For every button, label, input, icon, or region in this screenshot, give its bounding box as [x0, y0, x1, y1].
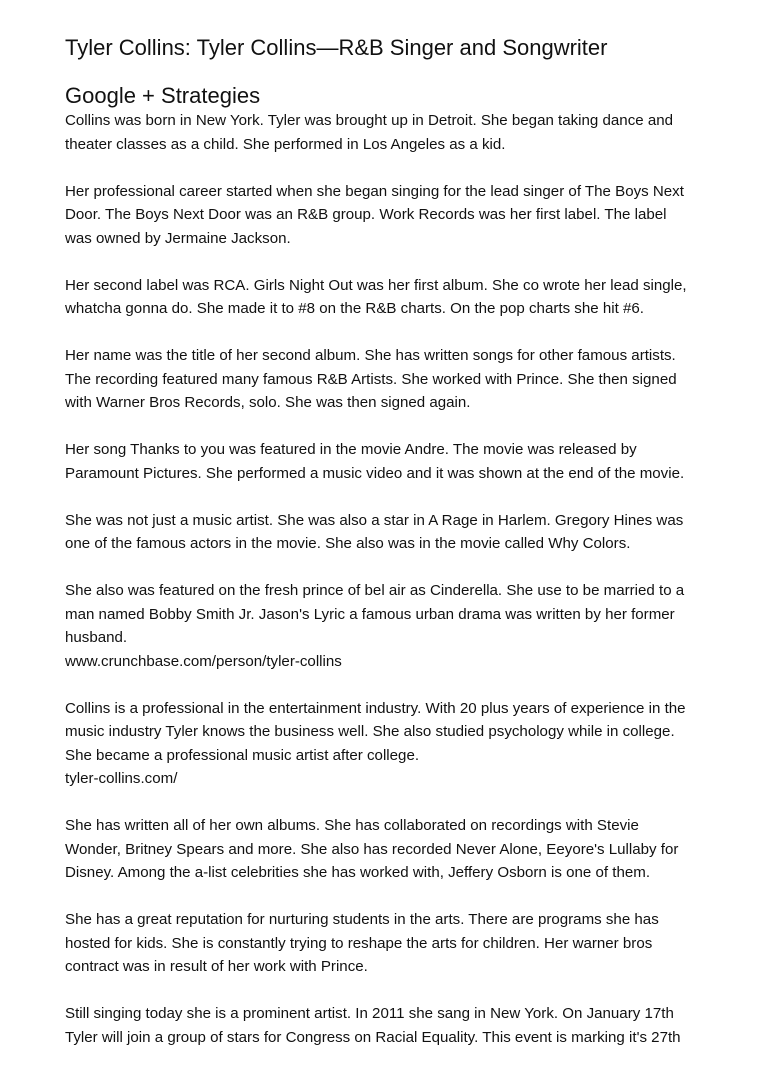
paragraph-link-text: www.crunchbase.com/person/tyler-collins [65, 652, 342, 670]
paragraph-line: Wonder, Britney Spears and more. She also has recorded Never Alone, Eeyore's Lullaby for [65, 840, 679, 858]
paragraph [65, 908, 715, 979]
paragraph-line: The recording featured many famous R&B Artists. She worked with Prince. She then signed [65, 370, 677, 388]
paragraph-line: husband. [65, 629, 128, 646]
paragraph-line: Her song Thanks to you was featured in the movie Andre. The movie was released by [65, 441, 637, 458]
paragraph [65, 438, 715, 485]
paragraph-line: one of the famous actors in the movie. She also was in the movie called Why Colors. [65, 535, 631, 552]
paragraph-line: hosted for kids. She is constantly trying to reshape the arts for children. Her warner bros [65, 934, 653, 952]
paragraph-line: She became a professional music artist after college. [65, 746, 420, 764]
paragraph-line: Collins is a professional in the entertainment industry. With 20 plus years of experience in the [65, 699, 686, 717]
paragraph-line: She also was featured on the fresh prince of bel air as Cinderella. She use to be married to a [65, 582, 685, 599]
paragraph-line: whatcha gonna do. She made it to #8 on the R&B charts. On the pop charts she hit #6. [65, 300, 644, 317]
paragraph-line: theater classes as a child. She performed in Los Angeles as a kid. [65, 135, 506, 153]
document-body [65, 109, 715, 1073]
paragraph [65, 509, 715, 556]
paragraph-line: Paramount Pictures. She performed a music video and it was shown at the end of the movie. [65, 464, 685, 482]
paragraph-line: with Warner Bros Records, solo. She was then signed again. [65, 394, 471, 411]
paragraph-line: Still singing today she is a prominent artist. In 2011 she sang in New York. On January 17th [65, 1005, 674, 1022]
paragraph-link-text: tyler-collins.com/ [65, 770, 178, 787]
paragraph-line: Door. The Boys Next Door was an R&B group. Work Records was her first label. The label [65, 206, 667, 223]
paragraph [65, 180, 715, 251]
paragraph-line: Disney. Among the a-list celebrities she has worked with, Jeffery Osborn is one of them. [65, 864, 651, 881]
paragraph-line: was owned by Jermaine Jackson. [65, 229, 291, 247]
paragraph-line: contract was in result of her work with Prince. [65, 958, 368, 975]
document-subtitle: Google + Strategies [65, 83, 261, 108]
paragraph-line: Her name was the title of her second album. She has written songs for other famous artists. [65, 347, 676, 364]
paragraph-line: Her second label was RCA. Girls Night Out was her first album. She co wrote her lead single, [65, 276, 687, 294]
paragraph-line: She was not just a music artist. She was also a star in A Rage in Harlem. Gregory Hines was [65, 511, 684, 529]
paragraph-line: Collins was born in New York. Tyler was brought up in Detroit. She began taking dance and [65, 112, 674, 129]
paragraph-line: She has a great reputation for nurturing students in the arts. There are programs she has [65, 911, 659, 928]
paragraph-line: She has written all of her own albums. She has collaborated on recordings with Stevie [65, 817, 639, 834]
paragraph [65, 579, 715, 673]
paragraph [65, 109, 715, 156]
paragraph-line: man named Bobby Smith Jr. Jason's Lyric a famous urban drama was written by her former [65, 605, 675, 623]
paragraph-line: music industry Tyler knows the business well. She also studied psychology while in college. [65, 723, 675, 740]
paragraph [65, 814, 715, 885]
paragraph [65, 697, 715, 791]
paragraph [65, 274, 715, 321]
paragraph-line: Tyler will join a group of stars for Congress on Racial Equality. This event is marking it's 27th [65, 1028, 681, 1046]
document-title: Tyler Collins: Tyler Collins—R&B Singer and Songwriter [65, 35, 608, 60]
paragraph [65, 1002, 715, 1049]
paragraph [65, 344, 715, 415]
paragraph-line: Her professional career started when she began singing for the lead singer of The Boys Next [65, 182, 684, 200]
